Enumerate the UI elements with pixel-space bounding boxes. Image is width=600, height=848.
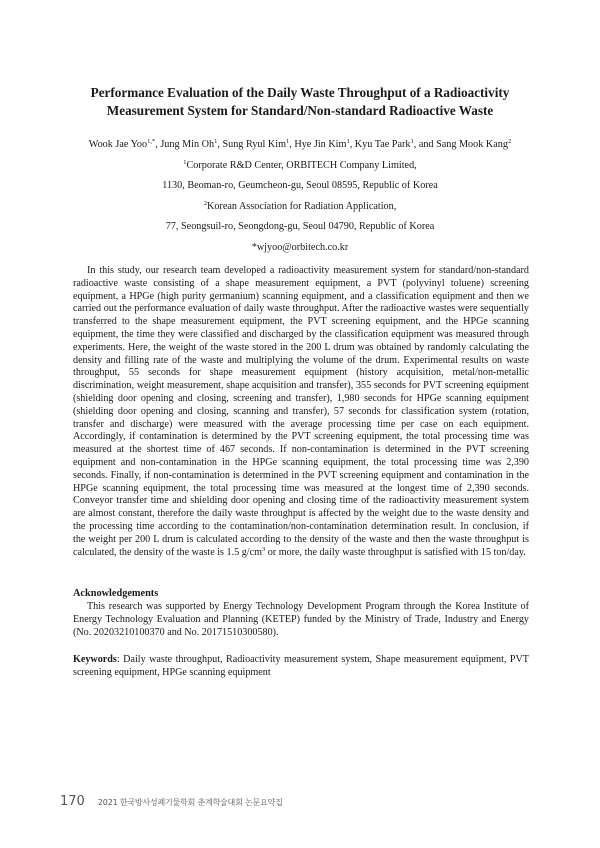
paper-title [60, 84, 540, 120]
footer-proceedings-title: 2021 한국방사성폐기물학회 춘계학술대회 논문요약집 [97, 798, 283, 807]
title-line-2: Measurement System for Standard/Non-standard Radioactive Waste [106, 103, 494, 118]
affiliation-text: Corporate R&D Center, ORBITECH Company Limited, [186, 159, 417, 171]
page-number: 170 [60, 794, 85, 809]
author-name: Wook Jae Yoo [88, 139, 148, 150]
affiliation-2-name [40, 197, 560, 218]
author-affiliation-marker: 1 [346, 138, 350, 145]
author-name: Jung Min Oh [160, 139, 215, 150]
author-affiliation-marker: 2 [507, 138, 512, 145]
abstract-text: In this study, our research team developed a radioactivity measurement system for standard/non-standard radioactive waste consisting of a shape measurement equipment, a PVT (polyvinyl toluene) screening equipment, a HPGe (high purity germanium) scanning equipment, and a classification equipment and then we carried out the performance evaluation of daily waste throughput. After the radioactive wastes were sequentially transferred to the shape measurement equipment, the PVT screening equipment, and the HPGe scanning equipment, the time they were classified and discharged by the classification equipment was measured through experiments. Here, the weight of the waste stored in the 200 L drum was obtained by randomly calculating the density and filling rate of the waste and multiplying the volume of the drum. Experimental results on waste throughput, 55 seconds for shape measurement equipment (history acquisition, metal/non-metallic discrimination, weight measurement, shape acquisition and transfer), 355 seconds for PVT screening equipment (shielding door opening and closing, screening and transfer), 1,980 seconds for HPGe scanning equipment (shielding door opening and closing, scanning and transfer), 57 seconds for classification system (rotation, transfer and discharge) were measured with the average processing time per case on each equipment. Accordingly, if contamination is determined by the PVT screening equipment, the total processing time was measured at the shortest time of 467 seconds. If non-contamination is determined in the PVT screening equipment and non-contamination in the HPGe scanning equipment, the total processing time was 2,390 seconds. Finally, if non-contamination is determined in the PVT screening equipment and contamination in the HPGe scanning equipment, the total processing time was measured at the longest time of 2,390 seconds. Conveyor transfer time and shielding door opening and closing time of the radioactivity measurement system are almost constant, therefore the daily waste throughput is affected by the weight due to the waste density and the processing time according to the contamination/non-contamination determination result. In conclusion, if the weight per 200 L drum is calculated according to the density of the waste and then the waste throughput is calculated, the density of the waste is 1.5 g/cm [73, 265, 529, 558]
unit-superscript: 3 [261, 545, 266, 553]
author-name: Sang Mook Kang [436, 139, 508, 150]
title-line-1: Performance Evaluation of the Daily Waste Throughput of a Radioactivity [90, 85, 510, 100]
keywords-label: Keywords [73, 654, 117, 665]
affiliation-marker: 1 [183, 158, 187, 166]
author-block [40, 135, 560, 258]
author-name: Hye Jin Kim [294, 139, 347, 150]
page-footer [60, 790, 283, 809]
acknowledgements-text: This research was supported by Energy Technology Development Program through the Korea Institute of Energy Technology Evaluation and Planning (KETEP) funded by the Ministry of Trade, Industry and Energy (No. 20203210100370 and No. 20171510300580). [73, 601, 529, 638]
affiliation-1-name [40, 156, 560, 177]
abstract-paragraph [73, 265, 529, 559]
affiliation-text: Korean Association for Radiation Application, [206, 200, 397, 212]
author-affiliation-marker: 1 [214, 138, 218, 145]
affiliation-2-address: 77, Seongsuil-ro, Seongdong-gu, Seoul 04790, Republic of Korea [165, 221, 435, 232]
abstract-text-end: or more, the daily waste throughput is satisfied with 15 ton/day. [265, 546, 526, 558]
acknowledgements-heading: Acknowledgements [73, 588, 159, 599]
keywords-text: : Daily waste throughput, Radioactivity measurement system, Shape measurement equipment, PVT screening equipment, HPGe scanning equipment [73, 654, 529, 679]
author-name: Sung Ryul Kim [222, 139, 287, 150]
corresponding-email: *wjyoo@orbitech.co.kr [251, 241, 349, 253]
affiliation-1-address: 1130, Beoman-ro, Geumcheon-gu, Seoul 08595, Republic of Korea [162, 180, 438, 191]
author-affiliation-marker: 1,* [147, 138, 156, 145]
author-affiliation-marker: 1 [410, 138, 414, 145]
author-list: Wook Jae Yoo$^{1,*}$, Jung Min Oh$^1$, Sung Ryul Kim$^1$, Hye Jin Kim$^1$, Kyu Tae Park$^1$, and Sang Mook Kang$^2$ [88, 138, 512, 150]
keywords-paragraph [73, 653, 529, 679]
author-name: Kyu Tae Park [354, 139, 411, 150]
affiliation-marker: 2 [203, 199, 207, 207]
author-affiliation-marker: 1 [286, 138, 290, 145]
